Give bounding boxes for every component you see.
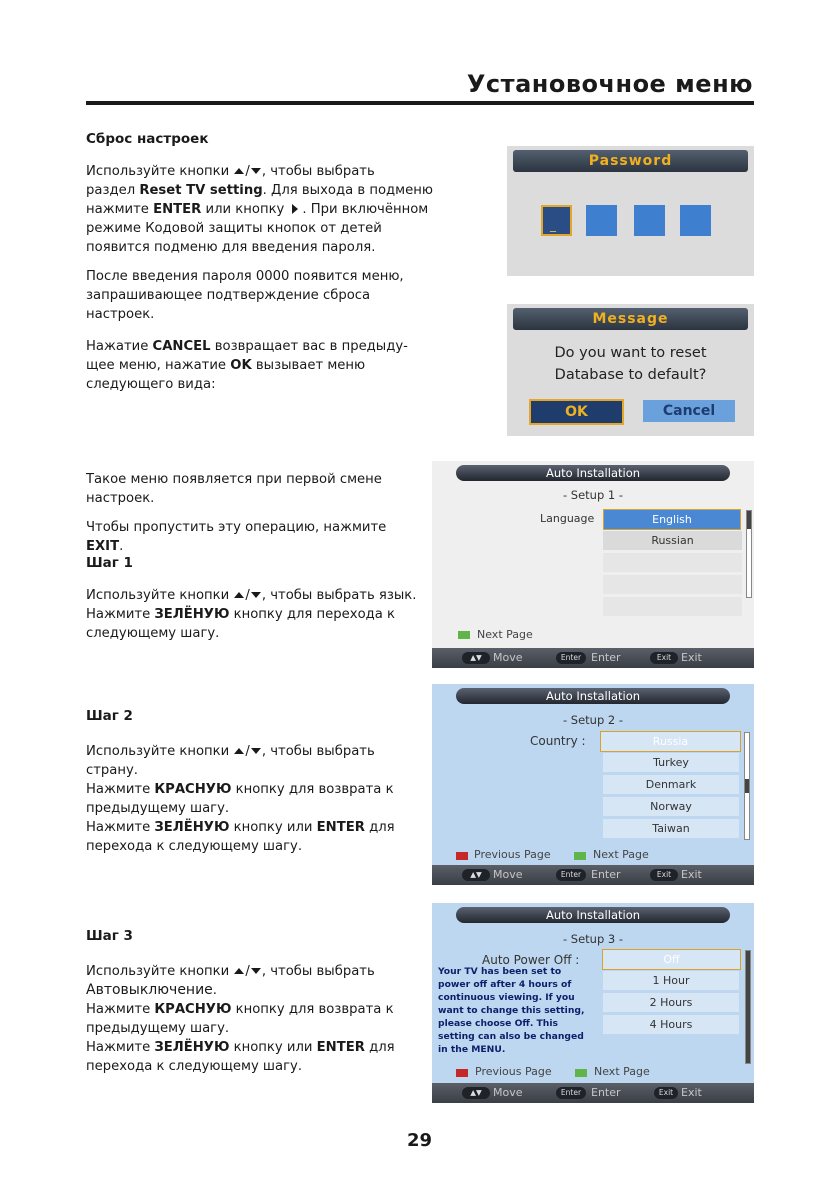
language-label: Language	[540, 512, 595, 525]
down-arrow-icon	[251, 748, 261, 754]
password-digit-2[interactable]	[586, 205, 617, 236]
scrollbar-thumb[interactable]	[745, 779, 749, 793]
message-line-2: Database to default?	[554, 367, 707, 383]
exit-key-icon: Exit	[650, 869, 678, 881]
message-dialog-titlebar	[513, 308, 748, 330]
green-key-icon	[458, 631, 470, 639]
cancel-button[interactable]: Cancel	[643, 400, 735, 422]
ok-button[interactable]: OK	[529, 399, 624, 425]
screen3-titlebar: Auto Installation	[456, 907, 730, 923]
country-option-denmark[interactable]: Denmark	[603, 775, 739, 794]
auto-power-off-label: Auto Power Off :	[482, 953, 580, 967]
step2-heading: Шаг 2	[86, 708, 133, 724]
scrollbar[interactable]	[746, 510, 752, 598]
password-cursor: _	[550, 218, 556, 232]
country-label: Country :	[530, 734, 586, 748]
language-option-english[interactable]: English	[603, 509, 741, 530]
step1-text: Используйте кнопки / , чтобы выбрать язык. Нажмите ЗЕЛЁНУЮ кнопку для перехода к следующему шагу.	[86, 588, 417, 641]
page-number: 29	[406, 1130, 433, 1151]
enter-label: Enter	[591, 651, 621, 664]
message-dialog-title: Message	[592, 311, 669, 327]
section-heading-reset: Сброс настроек	[86, 131, 209, 147]
message-dialog	[507, 304, 754, 436]
screen3-footer	[432, 1083, 754, 1103]
country-option-taiwan[interactable]: Taiwan	[603, 819, 739, 838]
move-label: Move	[493, 1086, 523, 1099]
screen1-footer	[432, 648, 754, 668]
scrollbar[interactable]	[744, 732, 750, 840]
scrollbar[interactable]	[745, 950, 751, 1064]
green-key-icon	[575, 1069, 587, 1077]
reset-paragraph-3: Нажатие CANCEL возвращает вас в предыду- щее меню, нажатие OK вызывает меню следующего вида:	[86, 339, 408, 392]
scrollbar-thumb[interactable]	[746, 951, 750, 1063]
move-key-icon: ▲▼	[462, 1087, 490, 1099]
password-digit-3[interactable]	[634, 205, 665, 236]
screen1-subtitle: - Setup 1 -	[562, 488, 624, 502]
exit-label: Exit	[681, 651, 702, 664]
step2-text: Используйте кнопки / , чтобы выбрать страну. Нажмите КРАСНУЮ кнопку для возврата к предыдущему шагу. Нажмите ЗЕЛЁНУЮ кнопку или ENTER для перехода к следующему шагу.	[86, 744, 395, 854]
language-option-empty	[603, 575, 742, 594]
reset-paragraph-2: После введения пароля 0000 появится меню, запрашивающее подтверждение сброса настроек.	[86, 269, 404, 322]
intro-text: Такое меню появляется при первой смене настроек.	[86, 472, 382, 506]
green-key-icon	[574, 852, 586, 860]
reset-paragraph-1: Используйте кнопки / , чтобы выбрать раздел Reset TV setting. Для выхода в подменю нажмите ENTER или кнопку . При включённом режиме Кодовой защиты кнопок от детей появится подменю для введения пароля.	[86, 164, 433, 255]
password-dialog	[507, 146, 754, 276]
up-arrow-icon	[234, 168, 244, 174]
next-page-label: Next Page	[594, 1065, 650, 1078]
enter-key-icon: Enter	[556, 1087, 586, 1099]
power-off-option-1-hour[interactable]: 1 Hour	[603, 971, 739, 990]
screen3-subtitle: - Setup 3 -	[562, 932, 624, 946]
country-option-russia[interactable]: Russia	[600, 731, 741, 752]
step3-text: Используйте кнопки / , чтобы выбрать Автовыключение. Нажмите КРАСНУЮ кнопку для возврата к предыдущему шагу. Нажмите ЗЕЛЁНУЮ кнопку или ENTER для перехода к следующему шагу.	[86, 964, 395, 1074]
screen2-footer	[432, 865, 754, 885]
move-key-icon: ▲▼	[462, 652, 490, 664]
enter-key-icon: Enter	[556, 652, 586, 664]
screen2-subtitle: - Setup 2 -	[562, 713, 624, 727]
move-label: Move	[493, 651, 523, 664]
country-option-norway[interactable]: Norway	[603, 797, 739, 816]
move-key-icon: ▲▼	[462, 869, 490, 881]
language-option-empty	[603, 597, 742, 616]
right-arrow-icon	[292, 204, 298, 214]
password-digit-4[interactable]	[680, 205, 711, 236]
previous-page-label: Previous Page	[474, 848, 551, 861]
enter-key-icon: Enter	[556, 869, 586, 881]
auto-installation-screen-2	[432, 684, 754, 885]
step1-heading: Шаг 1	[86, 555, 133, 571]
screen2-titlebar: Auto Installation	[456, 688, 730, 704]
exit-label: Exit	[681, 1086, 702, 1099]
move-label: Move	[493, 868, 523, 881]
skip-text: Чтобы пропустить эту операцию, нажмите EXIT.	[86, 520, 387, 554]
enter-label: Enter	[591, 1086, 621, 1099]
header-rule	[86, 101, 754, 105]
red-key-icon	[456, 852, 468, 860]
auto-installation-screen-3	[432, 903, 754, 1103]
up-arrow-icon	[234, 968, 244, 974]
auto-power-off-note: Your TV has been set to power off after 4 hours of continuous viewing. If you want to change this setting, please choose Off. This setting can also be changed in the MENU.	[438, 966, 585, 1055]
message-line-1: Do you want to reset	[554, 345, 707, 361]
previous-page-label: Previous Page	[475, 1065, 552, 1078]
language-option-russian[interactable]: Russian	[603, 531, 742, 550]
up-arrow-icon	[234, 592, 244, 598]
red-key-icon	[456, 1069, 468, 1077]
next-page-label: Next Page	[593, 848, 649, 861]
up-arrow-icon	[234, 748, 244, 754]
power-off-option-2-hours[interactable]: 2 Hours	[603, 993, 739, 1012]
down-arrow-icon	[251, 592, 261, 598]
down-arrow-icon	[251, 168, 261, 174]
page-title: Установочное меню	[466, 70, 753, 98]
country-option-turkey[interactable]: Turkey	[603, 753, 739, 772]
auto-installation-screen-1	[432, 461, 754, 668]
next-page-label: Next Page	[477, 628, 533, 641]
password-dialog-titlebar	[513, 150, 748, 172]
step3-heading: Шаг 3	[86, 928, 133, 944]
exit-key-icon: Exit	[654, 1087, 678, 1099]
power-off-option-off[interactable]: Off	[602, 949, 741, 970]
enter-label: Enter	[591, 868, 621, 881]
screen1-titlebar: Auto Installation	[456, 465, 730, 481]
password-dialog-title: Password	[588, 153, 673, 169]
power-off-option-4-hours[interactable]: 4 Hours	[603, 1015, 739, 1034]
down-arrow-icon	[251, 968, 261, 974]
exit-label: Exit	[681, 868, 702, 881]
language-option-empty	[603, 553, 742, 572]
exit-key-icon: Exit	[650, 652, 678, 664]
scrollbar-thumb[interactable]	[747, 511, 751, 529]
password-digit-1[interactable]	[541, 205, 572, 236]
